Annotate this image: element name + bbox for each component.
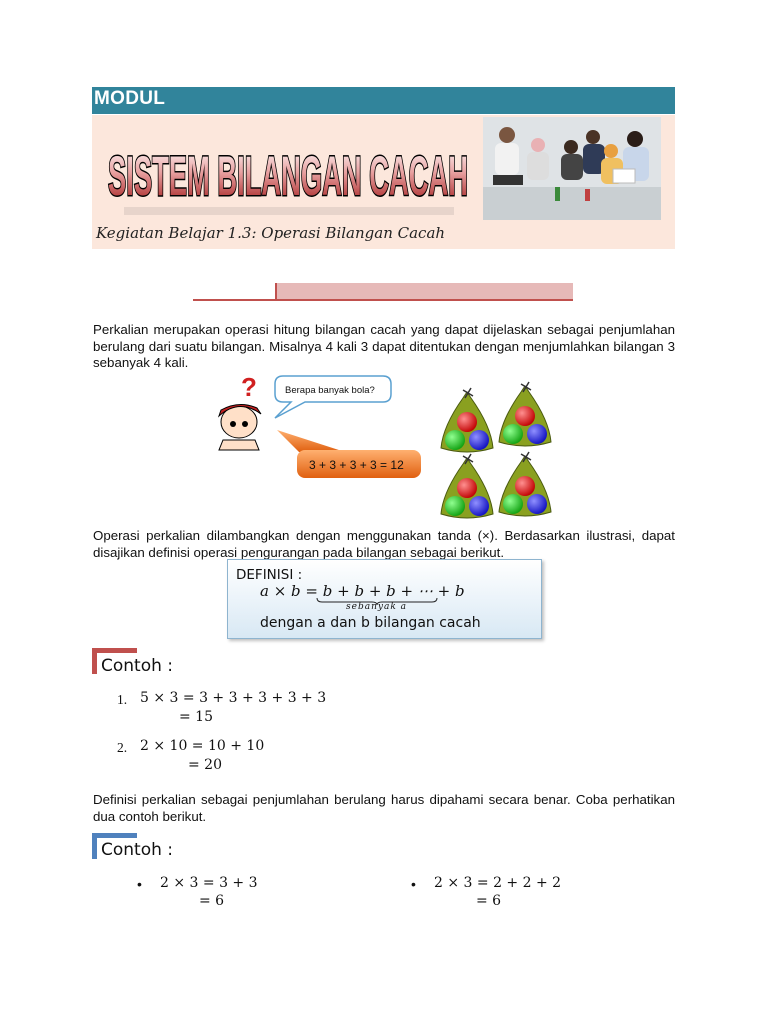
modul-label: MODUL: [94, 88, 166, 109]
contoh-1-label: Contoh :: [101, 656, 174, 676]
contoh-2-label: Contoh :: [101, 840, 174, 860]
contoh-2-bracket-side: [92, 833, 97, 859]
example-1-line-1: 5 × 3 = 3 + 3 + 3 + 3 + 3: [140, 690, 327, 706]
question-bubble: Berapa banyak bola?: [285, 385, 375, 396]
definition-footer: dengan a dan b bilangan cacah: [260, 615, 481, 631]
bullet-left-icon: •: [137, 876, 142, 892]
example-left-line-1: 2 × 3 = 3 + 3: [160, 875, 258, 891]
module-title-graphic: [104, 123, 474, 223]
definition-formula: a × b = b + b + b + ⋯ + b: [260, 582, 465, 600]
example-2-line-1: 2 × 10 = 10 + 10: [140, 738, 265, 754]
definition-underbrace-label: sebanyak a: [346, 602, 407, 612]
example-1-number: 1.: [117, 692, 128, 707]
intro-paragraph: Perkalian merupakan operasi hitung bilangan cacah yang dapat dijelaskan sebagai penjumlahan berulang dari suatu bilangan. Misalnya 4 kali 3 dapat ditentukan dengan menjumlahkan bilangan 3 sebanyak 4 kali.: [93, 322, 675, 370]
example-2-number: 2.: [117, 740, 128, 755]
modul-bar: [92, 87, 675, 114]
section-heading-line: [193, 299, 573, 301]
thinking-kid-icon: [219, 372, 261, 450]
bullet-right-icon: •: [411, 876, 416, 892]
module-title-text: SISTEM BILANGAN CACAH: [108, 144, 468, 207]
contoh-1-bracket-top: [92, 648, 137, 653]
balls-illustration: [205, 370, 555, 520]
paragraph-2: Operasi perkalian dilambangkan dengan menggunakan tanda (×). Berdasarkan ilustrasi, dapat disajikan definisi operasi pengurangan pada bilangan sebagai berikut.: [93, 528, 675, 560]
svg-text:?: ?: [241, 372, 257, 402]
section-heading-box: [276, 283, 573, 300]
paragraph-3: Definisi perkalian sebagai penjumlahan berulang harus dipahami secara benar. Coba perhatikan dua contoh berikut.: [93, 792, 675, 824]
example-left-line-2: = 6: [199, 893, 225, 909]
students-photo: [483, 117, 661, 220]
contoh-1-bracket-side: [92, 648, 97, 674]
example-right-line-1: 2 × 3 = 2 + 2 + 2: [434, 875, 562, 891]
example-right-line-2: = 6: [476, 893, 502, 909]
example-1-line-2: = 15: [179, 709, 213, 725]
activity-subtitle: Kegiatan Belajar 1.3: Operasi Bilangan Cacah: [96, 224, 446, 242]
definition-label: DEFINISI :: [236, 567, 303, 583]
answer-callout: 3 + 3 + 3 + 3 = 12: [309, 458, 404, 472]
contoh-2-bracket-top: [92, 833, 137, 838]
section-heading-tick: [275, 283, 277, 300]
example-2-line-2: = 20: [188, 757, 222, 773]
